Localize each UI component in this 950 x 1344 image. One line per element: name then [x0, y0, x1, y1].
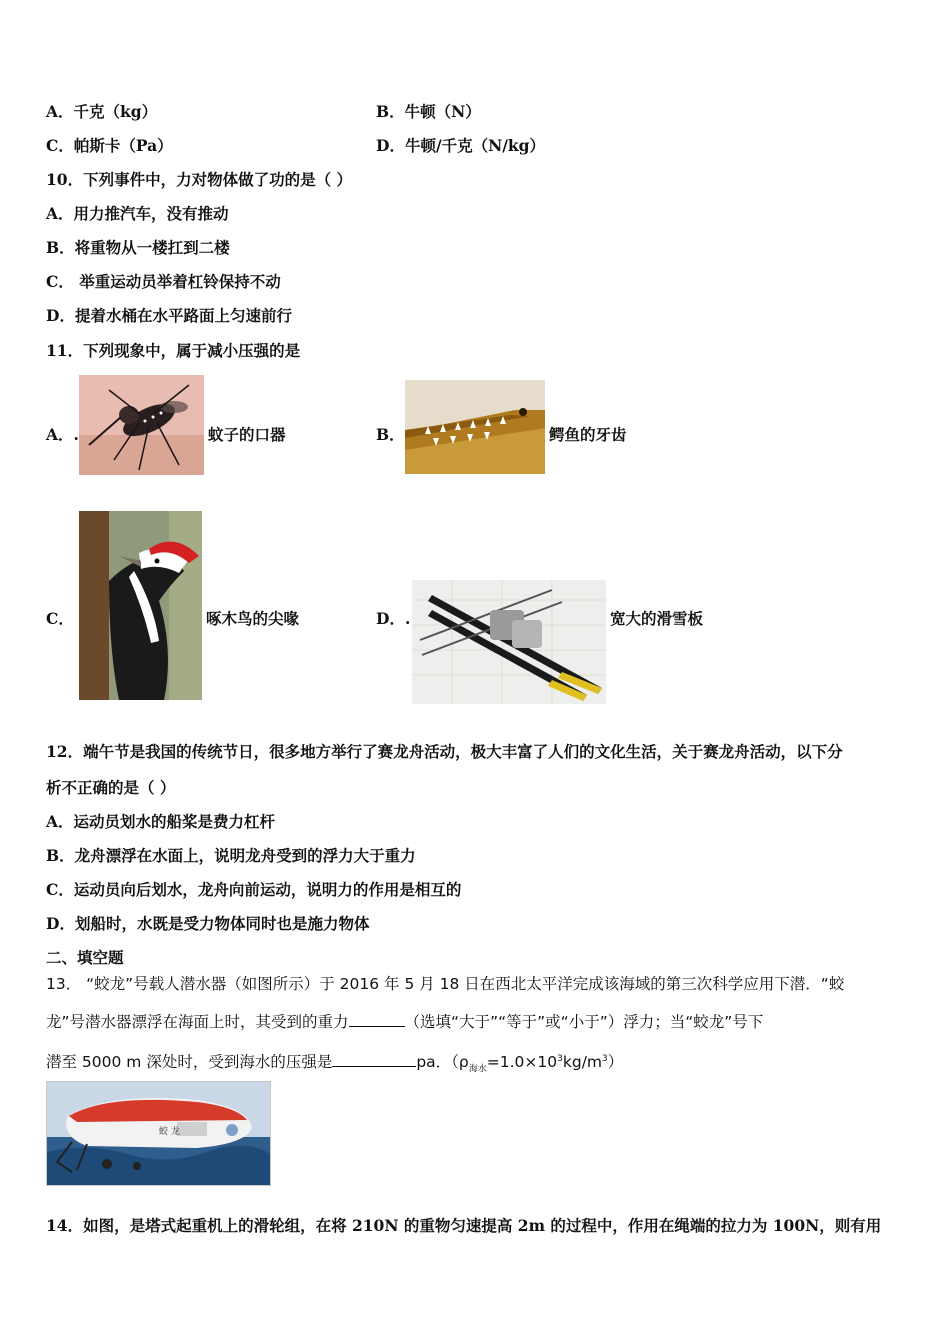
submersible-image [46, 1081, 271, 1186]
q14-stem: 14．如图，是塔式起重机上的滑轮组，在将 210N 的重物匀速提高 2m 的过程中，作用在绳端的拉力为 100N，则有用 [46, 1216, 882, 1235]
q10-option-a: A．用力推汽车，没有推动 [46, 204, 229, 223]
q13-line3-text-e: ） [607, 1053, 624, 1072]
crocodile-image [405, 380, 545, 474]
q13-answer-blank-2[interactable] [332, 1052, 416, 1067]
q13-rho-subscript: 海水 [468, 1064, 487, 1075]
q11-option-b-label: B． [376, 425, 405, 444]
q9-option-d: D．牛顿/千克（N/kg） [376, 136, 546, 155]
q13-exponent: 3 [557, 1054, 563, 1064]
q12-option-d: D．划船时，水既是受力物体同时也是施力物体 [46, 914, 370, 933]
q11-option-a-label: A．. [46, 425, 79, 444]
q13-line3-text-b: pa．（ρ [416, 1053, 469, 1072]
q13-answer-blank-1[interactable] [349, 1012, 405, 1027]
submersible-hull-label: 蛟 龙 [159, 1127, 180, 1137]
q9-option-a: A．千克（kg） [46, 102, 158, 121]
q13-line3 [46, 1048, 623, 1080]
mosquito-image [79, 375, 204, 475]
q11-option-c-label: C． [46, 609, 74, 628]
q12-option-b: B．龙舟漂浮在水面上，说明龙舟受到的浮力大于重力 [46, 846, 416, 865]
q13-line3-text-c: =1.0×10 [486, 1053, 558, 1072]
q12-stem-line2: 析不正确的是（ ） [46, 778, 176, 797]
q10-stem: 10．下列事件中，力对物体做了功的是（ ） [46, 170, 352, 189]
q11-stem: 11．下列现象中，属于减小压强的是 [46, 341, 301, 360]
q13-line3-text-a: 潜至 5000 m 深处时，受到海水的压强是 [46, 1053, 333, 1072]
q11-option-c-caption: 啄木鸟的尖喙 [206, 609, 300, 628]
q12-stem-line1: 12．端午节是我国的传统节日，很多地方举行了赛龙舟活动，极大丰富了人们的文化生活，关于赛龙舟活动，以下分 [46, 742, 843, 761]
q11-option-d-label: D．. [376, 609, 411, 628]
q13-line1: 13． “蛟龙”号载人潜水器（如图所示）于 2016 年 5 月 18 日在西北太平洋完成该海域的第三次科学应用下潜．“蛟 [46, 975, 845, 993]
q9-option-c: C．帕斯卡（Pa） [46, 136, 173, 155]
q10-option-d: D．提着水桶在水平路面上匀速前行 [46, 306, 292, 325]
q12-option-c: C．运动员向后划水，龙舟向前运动，说明力的作用是相互的 [46, 880, 462, 899]
q11-option-a-caption: 蚊子的口器 [208, 425, 286, 444]
q13-exponent-2: 3 [602, 1054, 608, 1064]
ski-boards-image [412, 580, 606, 704]
q13-line2-text-a: 龙”号潜水器漂浮在海面上时，其受到的重力 [46, 1013, 349, 1031]
q12-option-a: A．运动员划水的船桨是费力杠杆 [46, 812, 276, 831]
q13-line2-text-b: （选填“大于”“等于”或“小于”）浮力；当“蛟龙”号下 [404, 1013, 764, 1031]
q9-option-b: B．牛顿（N） [376, 102, 481, 121]
q13-line3-text-d: kg/m [562, 1053, 603, 1072]
q10-option-c: C． 举重运动员举着杠铃保持不动 [46, 272, 281, 291]
q11-option-b-caption: 鳄鱼的牙齿 [549, 425, 627, 444]
q10-option-b: B．将重物从一楼扛到二楼 [46, 238, 230, 257]
q13-line2 [46, 1011, 763, 1033]
woodpecker-image [79, 511, 202, 700]
q11-option-d-caption: 宽大的滑雪板 [610, 609, 704, 628]
section-2-title: 二、填空题 [46, 948, 124, 967]
